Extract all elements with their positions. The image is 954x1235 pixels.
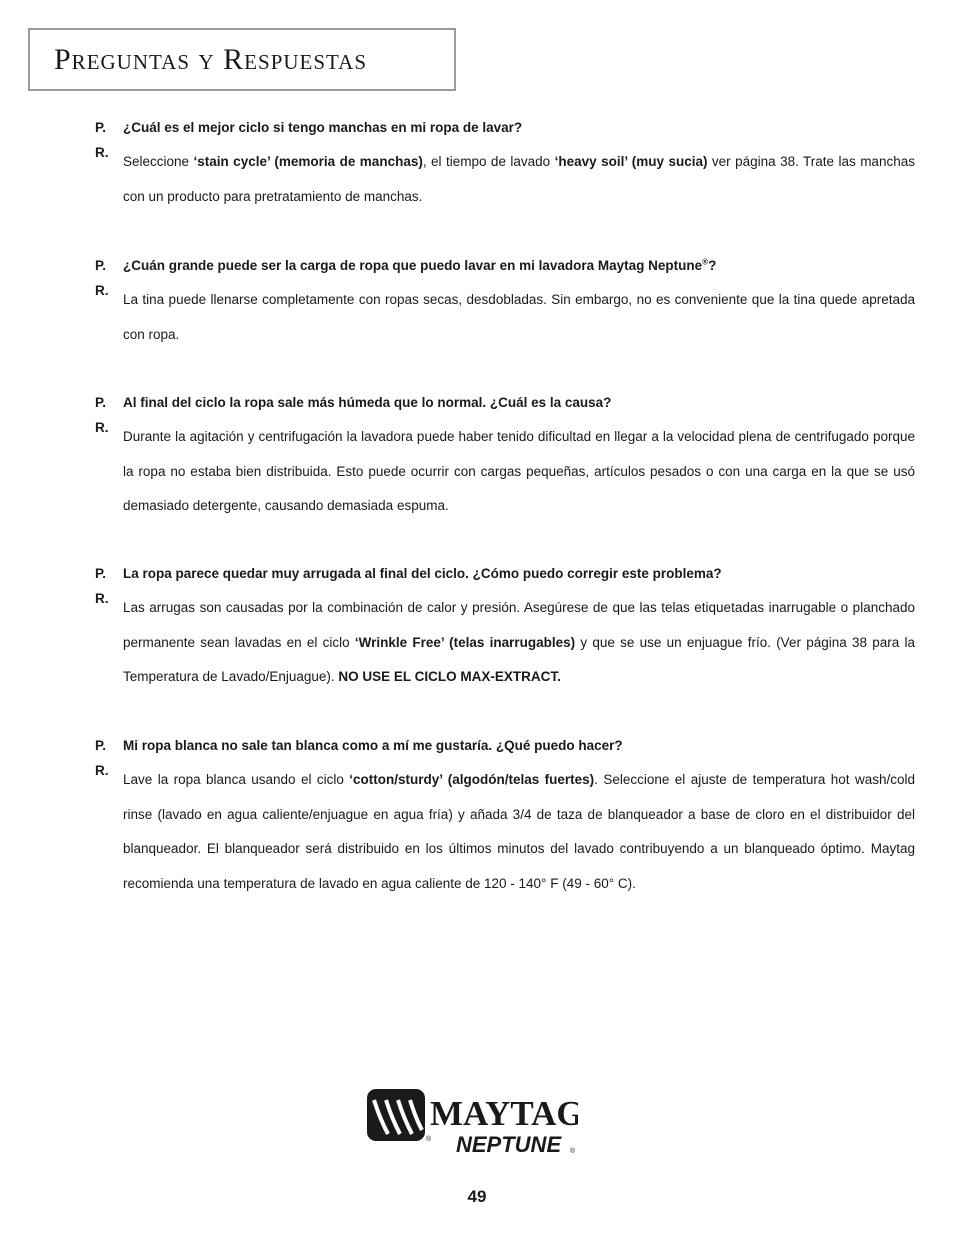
question-row — [95, 729, 915, 763]
answer-text: Seleccione ‘stain cycle’ (memoria de manchas), el tiempo de lavado ‘heavy soil’ (muy sucia) ver página 38. Trate las manchas con un producto para pretratamiento de manchas. — [123, 154, 915, 204]
answer-text: Durante la agitación y centrifugación la lavadora puede haber tenido dificultad en llegar a la velocidad plena de centrifugado porque la ropa no estaba bien distribuida. Esto puede ocurrir con cargas pequeñas, artículos pesados o con una carga en la que se usó demasiado detergente, causando demasiada espuma. — [123, 429, 915, 514]
answer-label: R. — [95, 283, 109, 299]
question-text: La ropa parece quedar muy arrugada al final del ciclo. ¿Cómo puedo corregir este problema? — [123, 566, 722, 581]
answer-row — [95, 420, 915, 523]
answer-row — [95, 763, 915, 901]
answer-text: La tina puede llenarse completamente con ropas secas, desdobladas. Sin embargo, no es conveniente que la tina quede apretada con ropa. — [123, 292, 915, 342]
question-row — [95, 386, 915, 420]
answer-text: Las arrugas son causadas por la combinación de calor y presión. Asegúrese de que las telas etiquetadas inarrugable o planchado permanente sean lavadas en el ciclo ‘Wrinkle Free’ (telas inarrugables) y que se use un enjuague frío. (Ver página 38 para la Temperatura de Lavado/Enjuague). NO USE EL CICLO MAX-EXTRACT. — [123, 600, 915, 685]
question-label: P. — [95, 566, 107, 581]
answer-label: R. — [95, 763, 109, 779]
qa-item-2 — [95, 249, 915, 352]
question-label: P. — [95, 120, 107, 135]
qa-item-3 — [95, 386, 915, 524]
question-label: P. — [95, 258, 107, 273]
question-label: P. — [95, 738, 107, 753]
question-label: P. — [95, 395, 107, 410]
question-text: Mi ropa blanca no sale tan blanca como a mí me gustaría. ¿Qué puedo hacer? — [123, 738, 623, 753]
qa-item-4 — [95, 557, 915, 695]
page-title: Preguntas y Respuestas — [54, 43, 368, 76]
question-row — [95, 249, 915, 283]
question-row — [95, 111, 915, 145]
answer-row — [95, 283, 915, 352]
maytag-neptune-logo — [366, 1086, 578, 1158]
logo-product-text: NEPTUNE — [456, 1132, 562, 1157]
answer-label: R. — [95, 145, 109, 161]
warning-text: NO USE EL CICLO MAX-EXTRACT. — [338, 669, 561, 685]
answer-label: R. — [95, 591, 109, 607]
question-text: Al final del ciclo la ropa sale más húmeda que lo normal. ¿Cuál es la causa? — [123, 395, 612, 410]
logo-brand-text: MAYTAG — [430, 1094, 578, 1133]
qa-item-1 — [95, 111, 915, 214]
answer-text: Lave la ropa blanca usando el ciclo ‘cotton/sturdy’ (algodón/telas fuertes). Seleccione el ajuste de temperatura hot wash/cold rinse (lavado en agua caliente/enjuague en agua fría) y añada 3/4 de taza de blanqueador a base de cloro en el distribuidor del blanqueador. El blanqueador será distribuido en los últimos minutos del lavado contribuyendo a un blanqueado óptimo. Maytag recomienda una temperatura de lavado en agua caliente de 120 - 140° F (49 - 60° C). — [123, 772, 915, 891]
qa-item-5 — [95, 729, 915, 901]
svg-text:®: ® — [570, 1148, 576, 1155]
maytag-logo-icon — [366, 1086, 578, 1158]
page-number: 49 — [467, 1187, 487, 1206]
answer-label: R. — [95, 420, 109, 436]
title-box — [28, 28, 456, 91]
svg-text:®: ® — [426, 1136, 432, 1143]
question-text: ¿Cuán grande puede ser la carga de ropa que puedo lavar en mi lavadora Maytag Neptune®? — [123, 257, 717, 273]
answer-row — [95, 145, 915, 214]
question-text: ¿Cuál es el mejor ciclo si tengo manchas en mi ropa de lavar? — [123, 120, 523, 135]
answer-row — [95, 591, 915, 694]
question-row — [95, 557, 915, 591]
